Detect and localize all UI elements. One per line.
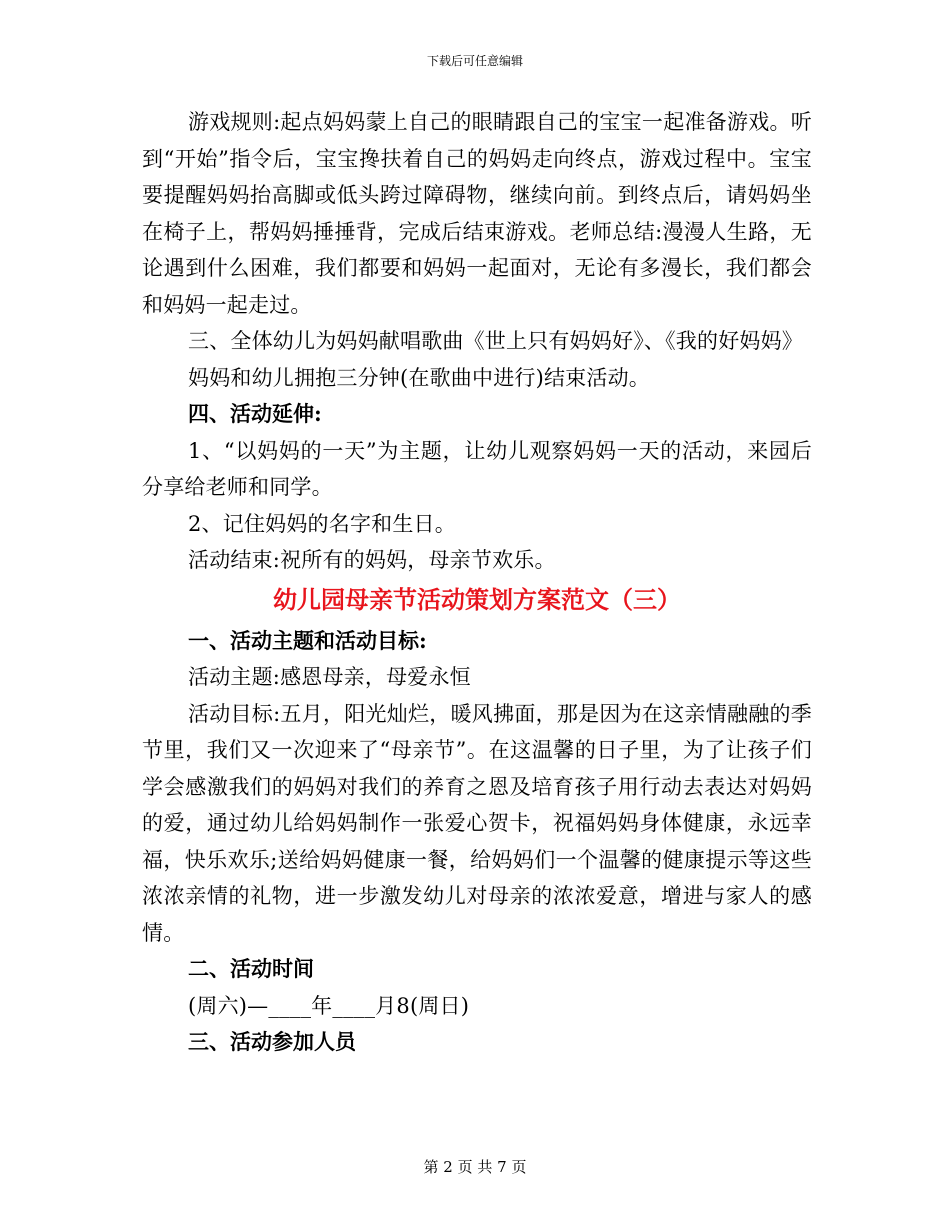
heading-theme-goals: 一、活动主题和活动目标: [188,627,427,653]
paragraph-time: (周六)—____年____月8(周日) [188,993,470,1018]
page-header: 下载后可任意编辑 [426,54,523,68]
page-footer: 第 2 页 共 7 页 [423,1158,527,1176]
paragraph-activity-end: 活动结束:祝所有的妈妈，母亲节欢乐。 [188,548,556,572]
paragraph-extension-1: 1、“以妈妈的一天”为主题，让幼儿观察妈妈一天的活动，来园后分享给老师和同学。 [142,438,812,499]
paragraph-game-rules: 游戏规则:起点妈妈蒙上自己的眼睛跟自己的宝宝一起准备游戏。听到“开始”指令后，宝宝搀扶着自己的妈妈走向终点，游戏过程中。宝宝要提醒妈妈抬高脚或低头跨过障碍物，继续向前。到终点后，请妈妈坐在椅子上，帮妈妈捶捶背，完成后结束游戏。老师总结:漫漫人生路，无论遇到什么困难，我们都要和妈妈一起面对，无论有多漫长，我们都会和妈妈一起走过。 [142,110,812,317]
paragraph-extension-2: 2、记住妈妈的名字和生日。 [188,511,456,536]
heading-time: 二、活动时间 [188,956,314,981]
document-body [142,104,812,1061]
paragraph-hug: 妈妈和幼儿拥抱三分钟(在歌曲中进行)结束活动。 [188,365,650,390]
heading-extension: 四、活动延伸: [188,401,322,426]
heading-participants: 三、活动参加人员 [188,1029,356,1054]
section-title: 幼儿园母亲节活动策划方案范文（三） [273,584,681,614]
paragraph-goals: 活动目标:五月，阳光灿烂，暖风拂面，那是因为在这亲情融融的季节里，我们又一次迎来了“母亲节”。在这温馨的日子里，为了让孩子们学会感激我们的妈妈对我们的养育之恩及培育孩子用行动去表达对妈妈的爱，通过幼儿给妈妈制作一张爱心贺卡，祝福妈妈身体健康，永远幸福，快乐欢乐;送给妈妈健康一餐，给妈妈们一个温馨的健康提示等这些浓浓亲情的礼物，进一步激发幼儿对母亲的浓浓爱意，增进与家人的感情。 [142,701,812,945]
paragraph-theme: 活动主题:感恩母亲，母爱永恒 [188,665,471,689]
paragraph-song: 三、全体幼儿为妈妈献唱歌曲《世上只有妈妈好》、《我的好妈妈》 [188,329,803,353]
